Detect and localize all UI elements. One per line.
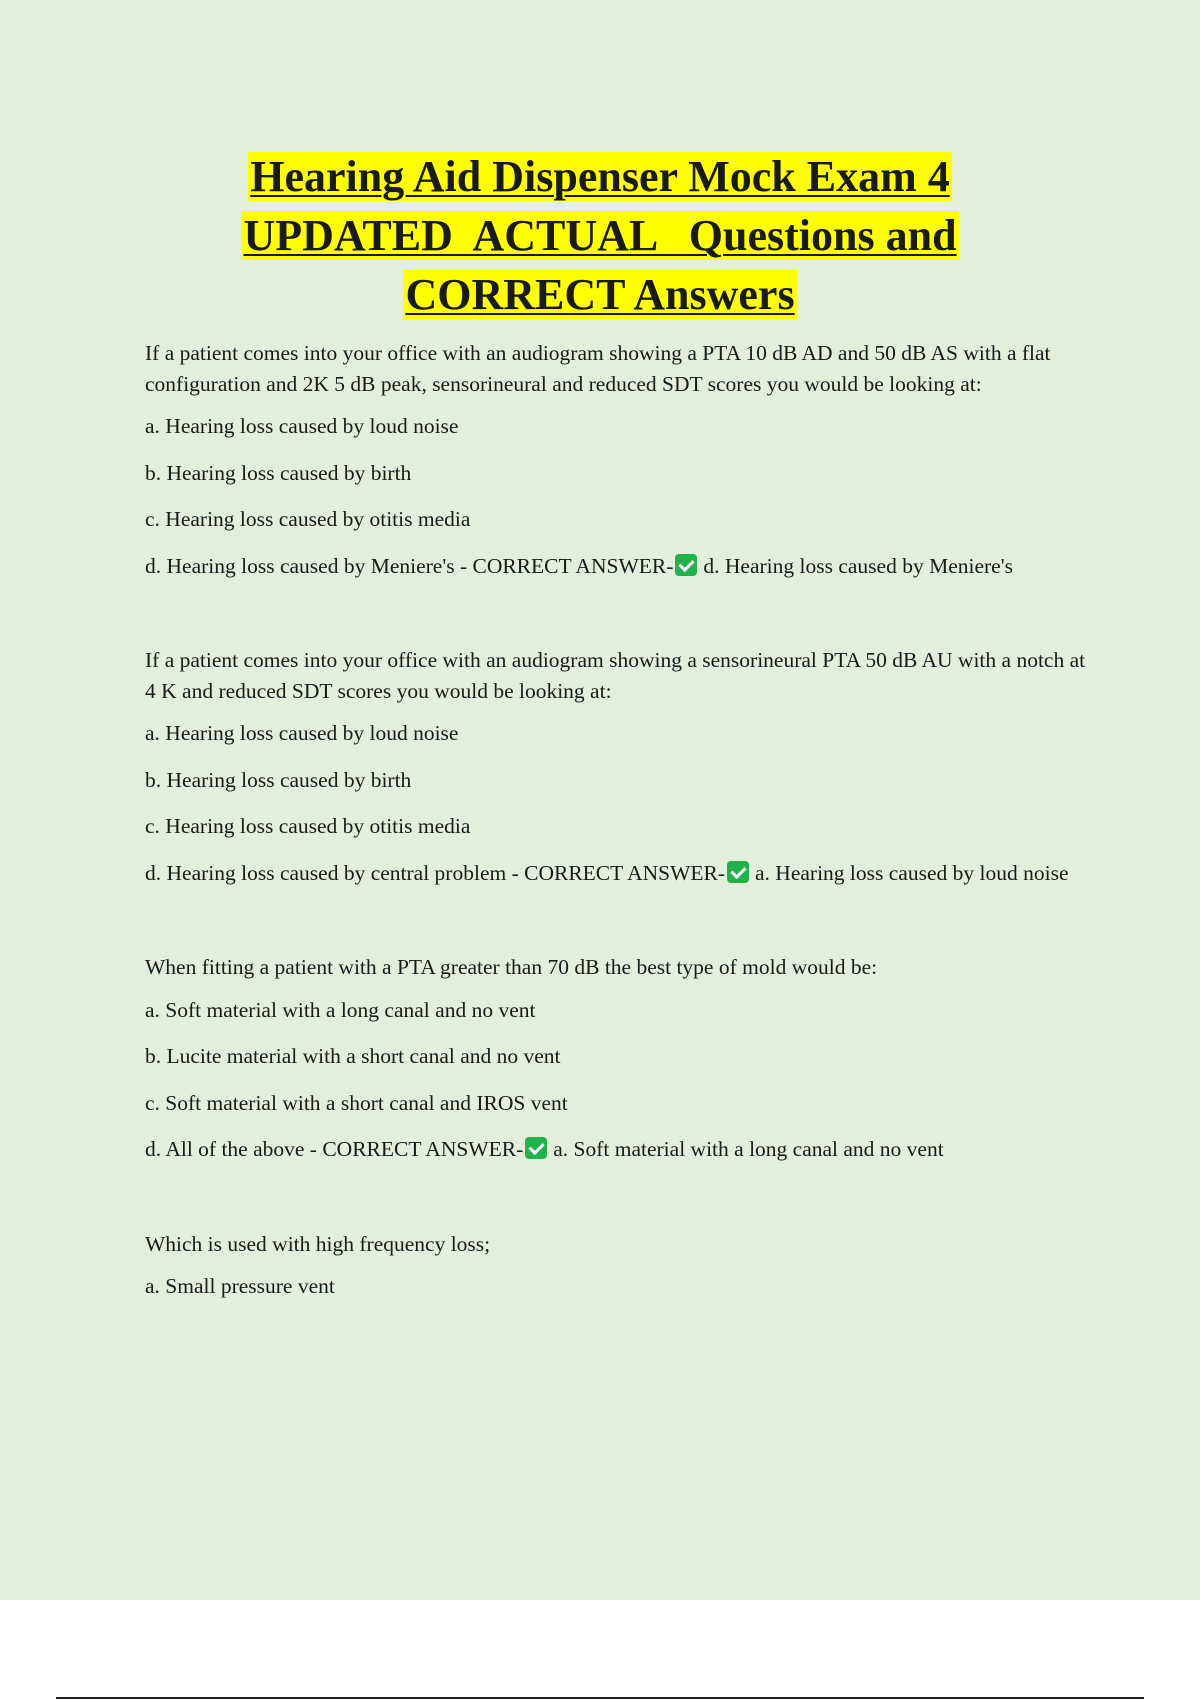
option-d-with-answer <box>145 551 1090 582</box>
option-d-with-answer <box>145 1134 1090 1165</box>
check-box-icon <box>727 861 749 883</box>
footer-divider <box>56 1697 1144 1699</box>
question-block-3 <box>145 952 1090 1165</box>
title-line-1: Hearing Aid Dispenser Mock Exam 4 <box>250 152 950 201</box>
option-b: b. Lucite material with a short canal and no vent <box>145 1044 561 1068</box>
option-c: c. Soft material with a short canal and IROS vent <box>145 1090 568 1115</box>
check-box-icon <box>525 1137 547 1159</box>
check-box-icon <box>675 554 697 576</box>
correct-answer: a. Soft material with a long canal and no vent <box>553 1137 944 1161</box>
option-d: d. Hearing loss caused by central problem - CORRECT ANSWER- <box>145 860 726 885</box>
question-text: When fitting a patient with a PTA greater than 70 dB the best type of mold would be: <box>145 955 878 979</box>
title-line-2: UPDATED ACTUAL Questions and <box>243 211 957 260</box>
option-d: d. Hearing loss caused by Meniere's - CORRECT ANSWER- <box>145 553 674 578</box>
question-text: Which is used with high frequency loss; <box>145 1231 491 1256</box>
option-d: d. All of the above - CORRECT ANSWER- <box>145 1137 524 1161</box>
question-text: If a patient comes into your office with an audiogram showing a PTA 10 dB AD and 50 dB AS with a flat configuration and 2K 5 dB peak, sensorineural and reduced SDT scores you would be looking at: <box>145 341 1051 396</box>
question-block-4 <box>145 1229 1090 1302</box>
document-title <box>0 147 1200 324</box>
option-c: c. Hearing loss caused by otitis media <box>145 814 471 838</box>
option-b: b. Hearing loss caused by birth <box>145 767 412 792</box>
option-d-with-answer <box>145 858 1090 889</box>
correct-answer: a. Hearing loss caused by loud noise <box>755 860 1069 885</box>
question-text: If a patient comes into your office with an audiogram showing a sensorineural PTA 50 dB AU with a notch at 4 K and reduced SDT scores you would be looking at: <box>145 648 1086 703</box>
option-a: a. Soft material with a long canal and no vent <box>145 997 536 1022</box>
option-a: a. Hearing loss caused by loud noise <box>145 721 459 745</box>
question-block-1 <box>145 338 1090 581</box>
option-b: b. Hearing loss caused by birth <box>145 460 412 485</box>
question-block-2 <box>145 645 1090 888</box>
option-a: a. Hearing loss caused by loud noise <box>145 414 459 438</box>
correct-answer: d. Hearing loss caused by Meniere's <box>703 553 1013 578</box>
option-a: a. Small pressure vent <box>145 1274 335 1298</box>
option-c: c. Hearing loss caused by otitis media <box>145 507 471 531</box>
exam-content <box>145 338 1090 1318</box>
title-line-3: CORRECT Answers <box>405 270 795 319</box>
